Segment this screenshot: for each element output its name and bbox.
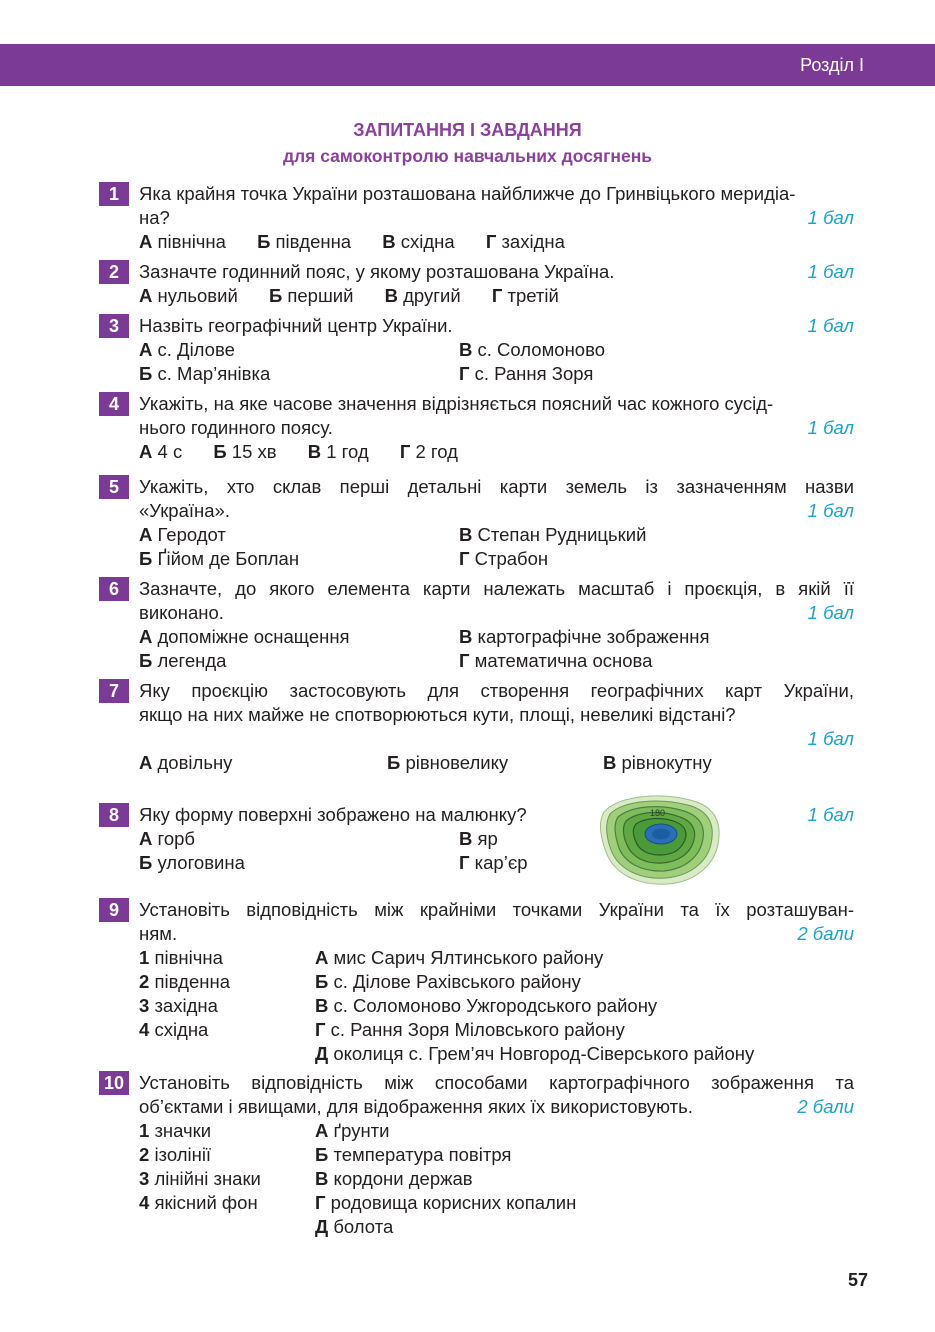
match-row [139,970,854,994]
question-7 [99,679,854,775]
match-left: 3 західна [139,995,218,1016]
options-row [139,649,854,673]
option-b: Б південна [257,231,352,252]
options-row [139,284,854,308]
options-row [139,625,854,649]
option-c: В с. Соломоново [459,339,606,360]
match-row [139,1018,854,1042]
option-d: Г західна [485,231,565,252]
page-number: 57 [847,1270,868,1290]
question-text: виконано. [139,602,224,623]
points-label: 1 бал [807,261,854,282]
question-4 [99,392,854,464]
header-bar [0,44,935,86]
question-9 [99,898,854,1066]
points-label: 1 бал [807,804,854,825]
question-2 [99,260,854,308]
option-b: Б перший [268,285,354,306]
match-row [139,1143,854,1167]
options-row [139,230,854,254]
match-row [139,994,854,1018]
option-a: А Геродот [139,524,226,545]
points-label: 2 бали [797,923,854,944]
options-row [139,851,854,875]
option-d: Г кар’єр [459,852,528,873]
option-c: В другий [384,285,461,306]
question-text: Укажіть, на яке часове значення відрізняється поясний час кожного сусід- [139,393,774,414]
match-left: 1 північна [139,947,223,968]
points-label: 1 бал [807,315,854,336]
question-number: 5 [99,475,129,499]
contour-landform-illustration [598,790,724,890]
question-text: на? [139,207,170,228]
option-d: Г математична основа [459,650,653,671]
match-right: Б с. Ділове Рахівського району [315,971,581,992]
section-label: Розділ I [800,55,864,75]
points-label: 1 бал [807,602,854,623]
options-row [139,751,854,775]
question-text: Яку проєкцію застосовують для створення географічних карт України, [139,680,854,701]
question-text: Яка крайня точка України розташована найближче до Гринвіцького меридіа- [139,183,796,204]
match-right: Д околиця с. Грем’яч Новгород-Сіверського району [315,1043,755,1064]
option-b: Б улоговина [139,852,245,873]
question-number: 1 [99,182,129,206]
points-label: 1 бал [807,417,854,438]
option-a: А нульовий [139,285,238,306]
option-b: Б с. Мар’янівка [139,363,271,384]
match-row [139,1167,854,1191]
question-number: 6 [99,577,129,601]
option-b: Б Ґійом де Боплан [139,548,300,569]
question-number: 4 [99,392,129,416]
question-text: об’єктами і явищами, для відображення яких їх використовують. [139,1096,693,1117]
match-row [139,1191,854,1215]
question-text: нього годинного поясу. [139,417,333,438]
match-left: 4 якісний фон [139,1192,258,1213]
match-row [139,1042,854,1066]
option-c: В картографічне зображення [459,626,710,647]
question-text: Зазначте годинний пояс, у якому розташована Україна. [139,261,615,282]
question-text: Зазначте, до якого елемента карти належать масштаб і проєкція, в якій її [139,578,854,599]
option-d: Г 2 год [399,441,458,462]
match-right: Б температура повітря [315,1144,512,1165]
option-c: В яр [459,828,498,849]
match-row [139,1215,854,1239]
match-left: 2 південна [139,971,230,992]
options-row [139,440,854,464]
points-label: 1 бал [807,207,854,228]
question-number: 8 [99,803,129,827]
match-right: Г с. Рання Зоря Міловського району [315,1019,625,1040]
option-d: Г Страбон [459,548,549,569]
question-text: Установіть відповідність між способами картографічного зображення та [139,1072,854,1093]
option-c: В 1 год [307,441,369,462]
option-c: В рівнокутну [603,752,712,773]
question-number: 2 [99,260,129,284]
option-b: Б рівновелику [387,752,509,773]
question-text: Укажіть, хто склав перші детальні карти земель із зазначенням назви [139,476,854,497]
question-10 [99,1071,854,1239]
question-number: 7 [99,679,129,703]
options-row [139,338,854,362]
question-text: Назвіть географічний центр України. [139,315,453,336]
page-subtitle: для самоконтролю навчальних досягнень [282,146,653,166]
question-1 [99,182,854,254]
match-right: Г родовища корисних копалин [315,1192,577,1213]
match-left: 3 лінійні знаки [139,1168,261,1189]
match-left: 2 ізолінії [139,1144,212,1165]
option-b: Б легенда [139,650,227,671]
option-a: А 4 с [139,441,183,462]
elevation-label: 180 [650,808,666,818]
question-number: 9 [99,898,129,922]
options-row [139,827,854,851]
options-row [139,362,854,386]
question-6 [99,577,854,673]
question-text: «Україна». [139,500,230,521]
option-a: А північна [139,231,226,252]
points-label: 2 бали [797,1096,854,1117]
question-text: якщо на них майже не спотворюються кути, площі, невеликі відстані? [139,704,736,725]
question-number: 10 [99,1071,129,1095]
page-title: ЗАПИТАННЯ І ЗАВДАННЯ [353,120,582,140]
question-text: Яку форму поверхні зображено на малюнку? [139,804,527,825]
options-row [139,547,854,571]
match-row [139,1119,854,1143]
option-b: Б 15 хв [213,441,277,462]
question-text: Установіть відповідність між крайніми точками України та їх розташуван- [139,899,854,920]
match-right: В кордони держав [315,1168,473,1189]
points-label: 1 бал [807,728,854,749]
match-row [139,946,854,970]
question-5 [99,475,854,571]
option-a: А допоміжне оснащення [139,626,350,647]
option-c: В східна [382,231,455,252]
option-c: В Степан Рудницький [459,524,647,545]
question-number: 3 [99,314,129,338]
options-row [139,523,854,547]
option-a: А с. Ділове [139,339,235,360]
match-right: А ґрунти [315,1120,390,1141]
option-d: Г третій [491,285,559,306]
match-right: Д болота [315,1216,394,1237]
match-left: 1 значки [139,1120,212,1141]
option-a: А довільну [139,752,233,773]
match-right: А мис Сарич Ялтинського району [315,947,604,968]
question-3 [99,314,854,386]
option-d: Г с. Рання Зоря [459,363,594,384]
question-text: ням. [139,923,178,944]
question-8 [99,803,854,875]
match-right: В с. Соломоново Ужгородського району [315,995,658,1016]
option-a: А горб [139,828,196,849]
match-left: 4 східна [139,1019,209,1040]
points-label: 1 бал [807,500,854,521]
